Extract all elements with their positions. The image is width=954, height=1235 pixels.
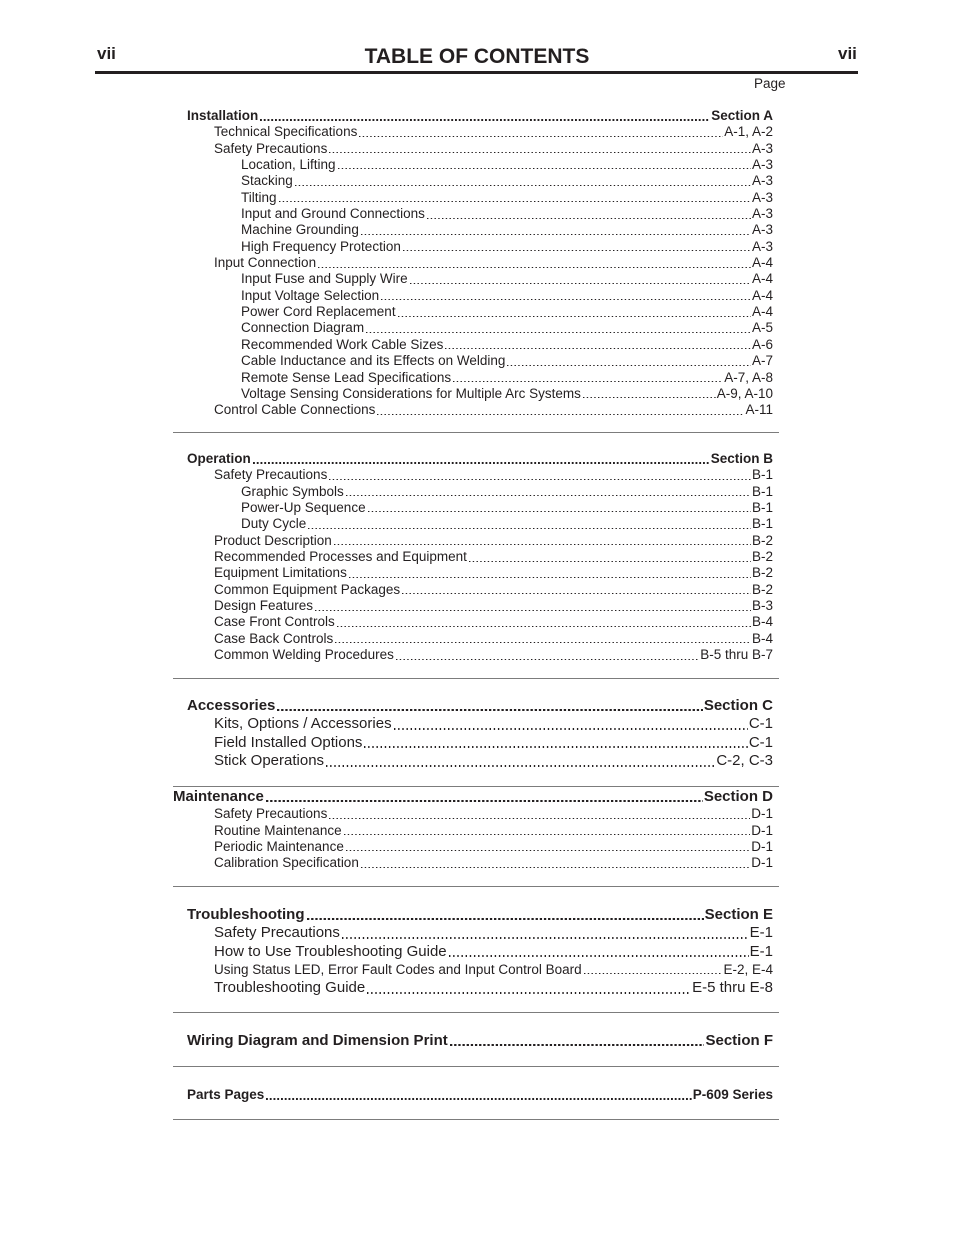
entry-label: Stick Operations (214, 751, 325, 769)
entry-label: Cable Inductance and its Effects on Welding (241, 353, 506, 369)
entry-label: Input and Ground Connections (241, 206, 425, 222)
entry-label: Safety Precautions (214, 806, 328, 822)
section-c-heading (187, 697, 773, 715)
dot-leader (361, 855, 750, 871)
dot-leader (260, 108, 710, 124)
toc-entry (187, 715, 773, 733)
entry-label: Duty Cycle (241, 516, 307, 532)
toc-entry (187, 255, 773, 271)
dot-leader (402, 582, 751, 598)
dot-leader (410, 271, 751, 287)
section-page: Section A (711, 108, 773, 123)
entry-label: Location, Lifting (241, 157, 336, 173)
entry-page: A-3 (751, 206, 773, 222)
entry-label: Field Installed Options (214, 733, 363, 751)
dot-leader (366, 320, 751, 336)
section-divider (173, 678, 779, 679)
entry-label: Recommended Processes and Equipment (214, 549, 467, 565)
toc-entry (187, 631, 773, 647)
entry-label: Using Status LED, Error Fault Codes and Input Control Board (214, 961, 582, 977)
dot-leader (344, 823, 751, 839)
section-divider (173, 786, 779, 787)
entry-page: B-1 (751, 467, 773, 483)
entry-page: C-1 (748, 733, 773, 751)
entry-label: Equipment Limitations (214, 565, 347, 581)
section-title: Installation (187, 108, 259, 123)
entry-page: B-4 (751, 630, 773, 646)
entry-page: B-2 (751, 581, 773, 597)
section-page: Section D (703, 788, 773, 805)
dot-leader (584, 961, 723, 979)
dot-leader (427, 206, 751, 222)
entry-page: A-3 (751, 157, 773, 173)
toc-subentry (187, 386, 773, 402)
page-number-left: vii (97, 44, 116, 63)
entry-page: D-1 (751, 855, 773, 871)
section-f (187, 1032, 773, 1050)
entry-page: E-2, E-4 (723, 961, 773, 977)
dot-leader (507, 353, 751, 369)
toc-entry (187, 943, 773, 961)
dot-leader (295, 173, 751, 189)
dot-leader (334, 533, 751, 549)
entry-page: B-1 (751, 516, 773, 532)
page-column-label: Page (754, 76, 786, 91)
section-parts (187, 1087, 773, 1103)
entry-label: Product Description (214, 532, 332, 548)
dot-leader (583, 386, 716, 402)
entry-label: Routine Maintenance (214, 822, 342, 838)
entry-page: B-2 (751, 549, 773, 565)
entry-page: B-4 (751, 614, 773, 630)
entry-label: Stacking (241, 173, 293, 189)
section-e (187, 906, 773, 997)
section-d-heading (173, 788, 773, 806)
entry-page: A-3 (751, 222, 773, 238)
page-number-right: vii (838, 44, 857, 63)
dot-leader (396, 647, 699, 663)
toc-entry (187, 734, 773, 752)
entry-label: Case Front Controls (214, 614, 335, 630)
section-title: Wiring Diagram and Dimension Print (187, 1032, 448, 1049)
entry-label: Control Cable Connections (214, 402, 376, 418)
dot-leader (381, 288, 751, 304)
entry-label: How to Use Troubleshooting Guide (214, 942, 447, 960)
toc-entry (187, 549, 773, 565)
entry-label: Recommended Work Cable Sizes (241, 336, 444, 352)
toc-subentry (187, 304, 773, 320)
toc-subentry (187, 190, 773, 206)
section-b (187, 451, 773, 663)
dot-leader (253, 451, 710, 467)
toc-entry (187, 823, 773, 839)
toc-entry (187, 467, 773, 483)
entry-page: A-3 (751, 238, 773, 254)
section-divider (173, 1119, 779, 1120)
section-a (187, 108, 773, 419)
toc-subentry (187, 500, 773, 516)
entry-label: Machine Grounding (241, 222, 359, 238)
dot-leader (368, 500, 751, 516)
dot-leader (326, 752, 715, 770)
entry-page: A-3 (751, 140, 773, 156)
entry-label: Connection Diagram (241, 320, 365, 336)
entry-page: B-2 (751, 565, 773, 581)
dot-leader (338, 157, 751, 173)
dot-leader (359, 124, 723, 140)
entry-label: Input Voltage Selection (241, 287, 380, 303)
dot-leader (307, 906, 704, 924)
toc-subentry (187, 206, 773, 222)
entry-label: Graphic Symbols (241, 483, 344, 499)
section-d (173, 788, 773, 872)
dot-leader (394, 715, 748, 733)
header-rule (95, 71, 858, 74)
dot-leader (266, 788, 703, 806)
section-title: Accessories (187, 697, 276, 714)
section-c (187, 697, 773, 770)
entry-page: A-4 (751, 271, 773, 287)
dot-leader (367, 979, 691, 997)
dot-leader (346, 839, 750, 855)
entry-page: A-3 (751, 189, 773, 205)
entry-page: A-7 (751, 353, 773, 369)
dot-leader (450, 1032, 705, 1050)
dot-leader (342, 924, 749, 942)
entry-page: E-5 thru E-8 (692, 979, 773, 997)
entry-page: B-1 (751, 500, 773, 516)
section-divider (173, 1066, 779, 1067)
entry-label: Case Back Controls (214, 630, 334, 646)
entry-label: Design Features (214, 598, 314, 614)
entry-page: A-6 (751, 336, 773, 352)
dot-leader (337, 614, 751, 630)
entry-page: E-1 (749, 942, 773, 960)
toc-entry (187, 839, 773, 855)
entry-label: Calibration Specification (214, 855, 359, 871)
entry-page: B-2 (751, 532, 773, 548)
page-title: TABLE OF CONTENTS (364, 45, 590, 68)
entry-label: Tilting (241, 189, 277, 205)
section-divider (173, 1012, 779, 1013)
toc-subentry (187, 239, 773, 255)
entry-page: D-1 (751, 806, 773, 822)
entry-page: B-5 thru B-7 (700, 647, 773, 663)
dot-leader (279, 190, 751, 206)
dot-leader (329, 467, 751, 483)
entry-page: A-9, A-10 (716, 385, 773, 401)
dot-leader (445, 337, 751, 353)
section-title: Operation (187, 451, 251, 466)
section-title: Parts Pages (187, 1087, 265, 1102)
toc-entry (187, 598, 773, 614)
entry-label: Power Cord Replacement (241, 304, 396, 320)
toc-subentry (187, 516, 773, 532)
section-page: Section C (703, 697, 773, 714)
toc-subentry (187, 320, 773, 336)
dot-leader (453, 370, 723, 386)
toc-entry (187, 806, 773, 822)
dot-leader (349, 565, 751, 581)
section-e-heading (187, 906, 773, 924)
entry-page: E-1 (749, 924, 773, 942)
entry-page: A-7, A-8 (724, 369, 773, 385)
dot-leader (398, 304, 751, 320)
entry-label: Safety Precautions (214, 924, 340, 942)
entry-label: Safety Precautions (214, 467, 328, 483)
entry-page: A-5 (751, 320, 773, 336)
entry-page: A-11 (745, 402, 773, 418)
toc-entry (187, 855, 773, 871)
toc-entry (187, 752, 773, 770)
dot-leader (277, 697, 702, 715)
entry-label: Input Connection (214, 255, 317, 271)
toc-entry (187, 582, 773, 598)
section-divider (173, 886, 779, 887)
section-a-heading (187, 108, 773, 124)
dot-leader (318, 255, 751, 271)
dot-leader (329, 141, 751, 157)
entry-label: Periodic Maintenance (214, 838, 344, 854)
toc-entry (187, 924, 773, 942)
dot-leader (266, 1087, 691, 1103)
dot-leader (308, 516, 751, 532)
entry-label: Troubleshooting Guide (214, 979, 366, 997)
toc-subentry (187, 288, 773, 304)
toc-entry (187, 647, 773, 663)
section-divider (173, 432, 779, 433)
entry-page: C-1 (748, 715, 773, 733)
entry-label: High Frequency Protection (241, 238, 401, 254)
dot-leader (329, 806, 750, 822)
toc-subentry (187, 337, 773, 353)
entry-page: A-3 (751, 173, 773, 189)
toc-entry (187, 533, 773, 549)
section-page: Section F (705, 1032, 773, 1049)
entry-page: C-2, C-3 (716, 751, 773, 769)
entry-page: A-1, A-2 (724, 124, 773, 140)
dot-leader (377, 402, 744, 418)
toc-entry (187, 565, 773, 581)
dot-leader (315, 598, 751, 614)
entry-page: A-4 (751, 287, 773, 303)
dot-leader (449, 943, 749, 961)
section-page: P-609 Series (692, 1087, 773, 1102)
dot-leader (469, 549, 751, 565)
entry-page: D-1 (751, 838, 773, 854)
section-title: Troubleshooting (187, 906, 305, 923)
dot-leader (346, 484, 751, 500)
section-b-heading (187, 451, 773, 467)
section-title: Maintenance (173, 788, 264, 805)
section-page: Section B (710, 451, 773, 466)
section-f-heading (187, 1032, 773, 1050)
dot-leader (361, 222, 751, 238)
toc-subentry (187, 173, 773, 189)
entry-label: Input Fuse and Supply Wire (241, 271, 408, 287)
entry-page: B-1 (751, 483, 773, 499)
toc-entry (187, 124, 773, 140)
entry-label: Common Equipment Packages (214, 581, 401, 597)
section-parts-heading (187, 1087, 773, 1103)
toc-subentry (187, 353, 773, 369)
toc-entry (187, 979, 773, 997)
dot-leader (403, 239, 751, 255)
section-page: Section E (704, 906, 773, 923)
toc-entry (187, 614, 773, 630)
toc-subentry (187, 370, 773, 386)
toc-entry (187, 961, 773, 979)
entry-page: D-1 (751, 822, 773, 838)
entry-label: Safety Precautions (214, 140, 328, 156)
entry-page: B-3 (751, 598, 773, 614)
toc-subentry (187, 157, 773, 173)
toc-entry (187, 402, 773, 418)
toc-subentry (187, 484, 773, 500)
dot-leader (335, 631, 751, 647)
entry-page: A-4 (751, 304, 773, 320)
dot-leader (364, 734, 747, 752)
entry-label: Technical Specifications (214, 124, 358, 140)
entry-page: A-4 (751, 255, 773, 271)
entry-label: Kits, Options / Accessories (214, 715, 392, 733)
toc-subentry (187, 222, 773, 238)
entry-label: Common Welding Procedures (214, 647, 394, 663)
toc-entry (187, 141, 773, 157)
toc-subentry (187, 271, 773, 287)
entry-label: Voltage Sensing Considerations for Multiple Arc Systems (241, 385, 581, 401)
entry-label: Remote Sense Lead Specifications (241, 369, 452, 385)
entry-label: Power-Up Sequence (241, 500, 366, 516)
